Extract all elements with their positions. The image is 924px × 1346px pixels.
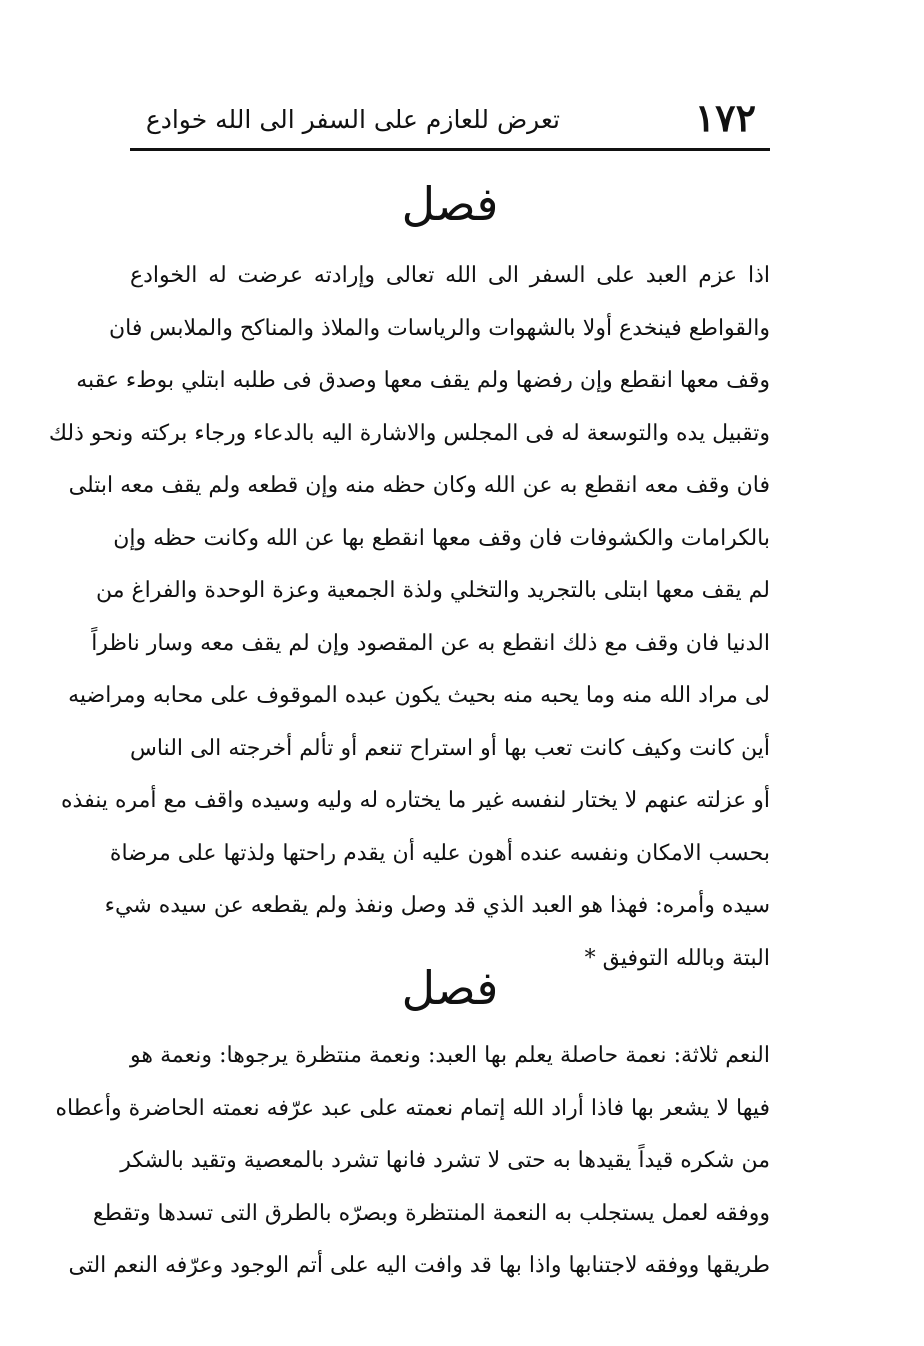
section-heading-1: فصل — [401, 177, 499, 231]
text-line: لى مراد الله منه وما يحبه منه بحيث يكون عبده الموقوف على محابه ومراضيه — [68, 683, 770, 708]
text-line: البتة وبالله التوفيق * — [584, 945, 770, 971]
header-rule — [130, 148, 770, 151]
text-line: فان وقف معه انقطع به عن الله وكان حظه منه وإن قطعه ولم يقف معه ابتلى — [68, 473, 770, 498]
text-line: طريقها ووفقه لاجتنابها واذا بها قد وافت اليه على أتم الوجود وعرّفه النعم التى — [68, 1253, 770, 1278]
running-title: تعرض للعازم على السفر الى الله خوادع — [145, 105, 560, 134]
text-line: سيده وأمره: فهذا هو العبد الذي قد وصل ونفذ ولم يقطعه عن سيده شيء — [104, 893, 770, 918]
text-line: وقف معها انقطع وإن رفضها ولم يقف معها وصدق فى طلبه ابتلي بوطء عقبه — [76, 368, 770, 393]
section-1-text — [48, 250, 770, 985]
text-line: ووفقه لعمل يستجلب به النعمة المنتظرة وبصرّه بالطرق التى تسدها وتقطع — [92, 1200, 770, 1226]
text-line: الدنيا فان وقف مع ذلك انقطع به عن المقصود وإن لم يقف معه وسار ناظراً — [91, 630, 770, 656]
text-line: أين كانت وكيف كانت تعب بها أو استراح تنعم أو تألم أخرجته الى الناس — [130, 735, 770, 761]
section-2-text — [55, 1030, 770, 1293]
text-line: بالكرامات والكشوفات فان وقف معها انقطع بها عن الله وكانت حظه وإن — [113, 525, 770, 551]
text-line: النعم ثلاثة: نعمة حاصلة يعلم بها العبد: ونعمة منتظرة يرجوها: ونعمة هو — [130, 1043, 770, 1068]
running-header — [130, 96, 770, 144]
text-line: اذا عزم العبد على السفر الى الله تعالى وإرادته عرضت له الخوادع — [130, 263, 770, 288]
section-heading-2: فصل — [401, 961, 499, 1015]
text-line: فيها لا يشعر بها فاذا أراد الله إتمام نعمته على عبد عرّفه نعمته الحاضرة وأعطاه — [55, 1095, 770, 1121]
page-number: ١٧٢ — [694, 95, 756, 140]
text-line: أو عزلته عنهم لا يختار لنفسه غير ما يختاره له وليه وسيده واقف مع أمره ينفذه — [61, 788, 770, 813]
text-line: والقواطع فينخدع أولا بالشهوات والرياسات والملاذ والمناكح والملابس فان — [109, 315, 770, 341]
text-line: لم يقف معها ابتلى بالتجريد والتخلي ولذة الجمعية وعزة الوحدة والفراغ من — [95, 578, 770, 603]
text-line: من شكره قيداً يقيدها به حتى لا تشرد فانها تشرد بالمعصية وتقيد بالشكر — [120, 1148, 770, 1173]
text-line: بحسب الامكان ونفسه عنده أهون عليه أن يقدم راحتها ولذتها على مرضاة — [109, 840, 770, 866]
text-line: وتقبيل يده والتوسعة له فى المجلس والاشارة اليه بالدعاء ورجاء بركته ونحو ذلك — [48, 420, 770, 446]
